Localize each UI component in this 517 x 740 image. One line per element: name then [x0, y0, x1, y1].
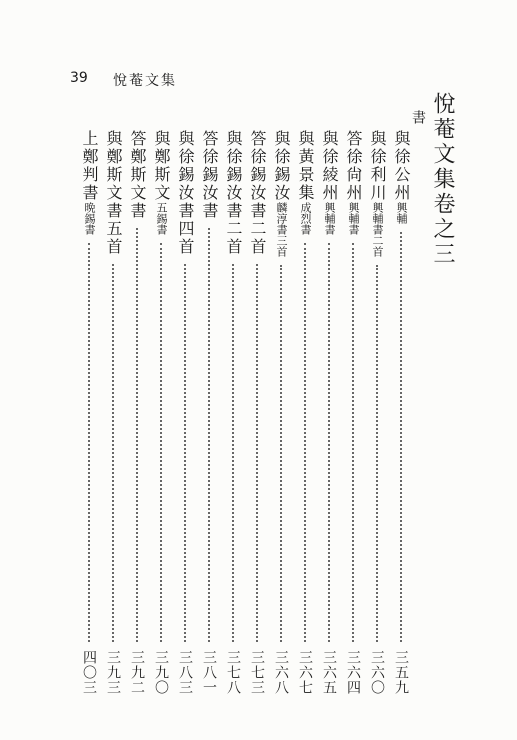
toc-entry	[272, 130, 290, 695]
leader-dots	[256, 264, 258, 642]
entry-page: 三六八	[273, 650, 289, 695]
entry-page: 三九三	[105, 650, 121, 695]
volume-title: 悅菴文集卷之三	[430, 92, 455, 267]
toc-entry	[392, 130, 410, 695]
toc-entry	[344, 130, 362, 695]
leader-dots	[208, 228, 210, 642]
entry-title: 與徐錫汝麟淳書三首	[272, 130, 291, 257]
entry-title: 答徐尙州興輔書	[344, 130, 363, 235]
toc-entry	[296, 130, 314, 695]
toc-entry	[320, 130, 338, 695]
leader-dots	[184, 264, 186, 642]
leader-dots	[136, 228, 138, 642]
toc-entry	[248, 130, 266, 695]
toc-entry	[80, 130, 98, 695]
toc-entry	[176, 130, 194, 695]
page-number: 39	[70, 70, 88, 86]
entry-page: 三五九	[393, 650, 409, 695]
entry-note: 成烈書	[299, 202, 312, 235]
entry-title: 與徐公州興輔	[392, 130, 411, 224]
leader-dots	[88, 243, 90, 642]
entry-page: 三六四	[345, 650, 361, 695]
entry-page: 三九〇	[153, 650, 169, 695]
toc-entry	[104, 130, 122, 695]
running-header-title: 悅菴文集	[113, 73, 177, 89]
toc-entry	[224, 130, 242, 695]
toc-entry	[200, 130, 218, 695]
entry-note: 麟淳書三首	[275, 202, 288, 257]
entry-note: 晩錫書	[83, 202, 96, 235]
entry-page: 三八一	[201, 650, 217, 695]
entry-title: 答徐錫汝書	[200, 130, 219, 220]
section-heading: 書	[410, 110, 426, 124]
entry-page: 三六〇	[369, 650, 385, 695]
entry-note: 興輔書	[323, 202, 336, 235]
entry-title: 答鄭斯文書	[128, 130, 147, 220]
leader-dots	[160, 243, 162, 642]
leader-dots	[304, 243, 306, 642]
entry-page: 三九二	[129, 650, 145, 695]
toc-entry	[368, 130, 386, 695]
entry-title: 與徐利川興輔書二首	[368, 130, 387, 257]
entry-title: 與徐錫汝書二首	[224, 130, 243, 256]
entry-title: 與鄭斯文書五首	[104, 130, 123, 256]
entry-page: 三七八	[225, 650, 241, 695]
leader-dots	[232, 264, 234, 642]
entry-note: 興輔書	[347, 202, 360, 235]
entry-title: 與徐錫汝書四首	[176, 130, 195, 256]
entry-title: 與鄭斯文五錫書	[152, 130, 171, 235]
leader-dots	[376, 265, 378, 642]
entry-page: 三六五	[321, 650, 337, 695]
entry-page: 三六七	[297, 650, 313, 695]
leader-dots	[352, 243, 354, 642]
leader-dots	[328, 243, 330, 642]
leader-dots	[400, 232, 402, 642]
entry-page: 三七三	[249, 650, 265, 695]
entry-page: 三八三	[177, 650, 193, 695]
entry-title: 上鄭判書晩錫書	[80, 130, 99, 235]
entry-title: 與徐綾州興輔書	[320, 130, 339, 235]
entry-note: 興輔	[395, 202, 408, 224]
toc-entry	[128, 130, 146, 695]
entry-title: 與黃景集成烈書	[296, 130, 315, 235]
entry-title: 答徐錫汝書二首	[248, 130, 267, 256]
entry-note: 五錫書	[155, 202, 168, 235]
entry-page: 四〇三	[81, 650, 97, 695]
leader-dots	[280, 265, 282, 642]
toc-entry	[152, 130, 170, 695]
entry-note: 興輔書二首	[371, 202, 384, 257]
leader-dots	[112, 264, 114, 642]
